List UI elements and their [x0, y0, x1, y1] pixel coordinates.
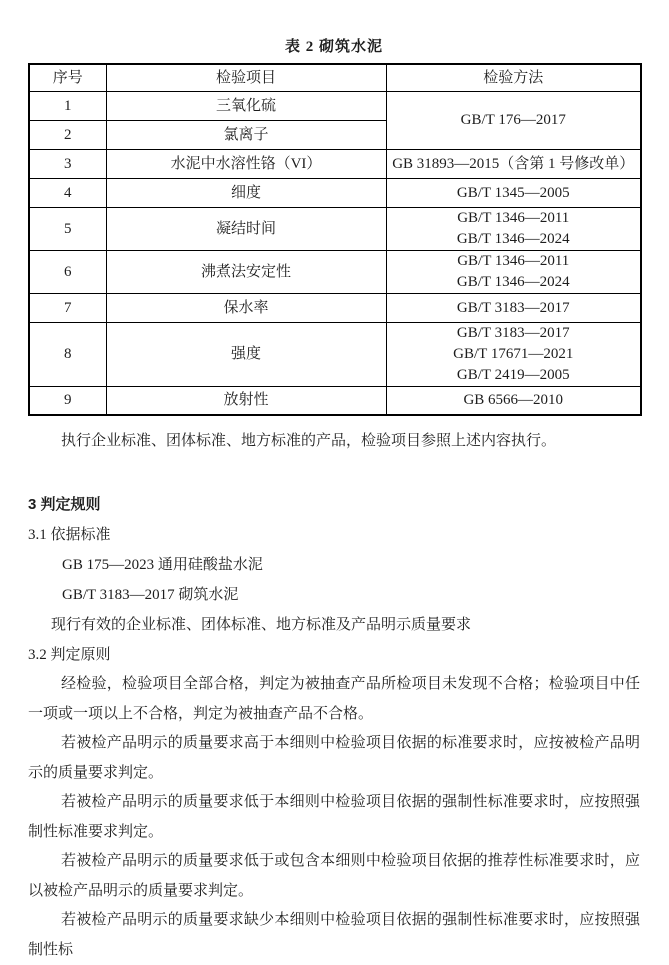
inspection-table [28, 63, 642, 416]
judgment-paragraph: 若被检产品明示的质量要求缺少本细则中检验项目依据的强制性标准要求时，应按照强制性标 [28, 912, 640, 958]
table-row [29, 207, 641, 250]
table-header-row [29, 64, 641, 91]
cell-no: 6 [29, 250, 106, 293]
method-line: GB/T 2419—2005 [456, 366, 570, 383]
judgment-paragraph: 若被检产品明示的质量要求低于或包含本细则中检验项目依据的推荐性标准要求时，应以被检产品明示的质量要求判定。 [28, 853, 640, 899]
cell-method: GB 6566—2010 [386, 386, 641, 415]
table-row [29, 91, 641, 120]
method-line: GB/T 1346—2011 [457, 252, 570, 269]
method-line: GB/T 17671—2021 [453, 345, 574, 362]
cell-no: 9 [29, 386, 106, 415]
cell-method: GB/T 3183—2017 [386, 293, 641, 322]
table-footnote: 执行企业标准、团体标准、地方标准的产品，检验项目参照上述内容执行。 [61, 433, 557, 449]
cell-no: 3 [29, 149, 106, 178]
table-row [29, 386, 641, 415]
col-header-no: 序号 [29, 64, 106, 91]
cell-no: 1 [29, 91, 106, 120]
cell-no: 4 [29, 178, 106, 207]
cell-method [386, 250, 641, 293]
cell-item: 沸煮法安定性 [106, 250, 386, 293]
table-row [29, 322, 641, 386]
cell-item: 水泥中水溶性铬（VI） [106, 149, 386, 178]
cell-method: GB/T 1345—2005 [386, 178, 641, 207]
table-row [29, 149, 641, 178]
table-caption: 表 2 砌筑水泥 [284, 39, 383, 55]
cell-no: 8 [29, 322, 106, 386]
standard-reference-note: 现行有效的企业标准、团体标准、地方标准及产品明示质量要求 [51, 617, 472, 633]
standard-reference: GB 175—2023 通用硅酸盐水泥 [62, 557, 263, 573]
method-line: GB/T 1346—2024 [456, 273, 570, 290]
method-line: GB/T 3183—2017 [456, 324, 570, 341]
judgment-paragraph: 若被检产品明示的质量要求低于本细则中检验项目依据的强制性标准要求时，应按照强制性标准要求判定。 [28, 794, 640, 840]
table-row [29, 293, 641, 322]
cell-item: 保水率 [106, 293, 386, 322]
cell-no: 2 [29, 120, 106, 149]
judgment-paragraph: 经检验，检验项目全部合格，判定为被抽查产品所检项目未发现不合格；检验项目中任一项或一项以上不合格，判定为被抽查产品不合格。 [28, 676, 640, 722]
section-3-1-heading: 3.1 依据标准 [28, 527, 111, 543]
cell-method: GB/T 176—2017 [386, 91, 641, 149]
table-row [29, 250, 641, 293]
cell-method [386, 322, 641, 386]
method-line: GB/T 1346—2011 [457, 209, 570, 226]
section-3-heading: 3 判定规则 [28, 496, 101, 513]
judgment-paragraph: 若被检产品明示的质量要求高于本细则中检验项目依据的标准要求时，应按被检产品明示的质量要求判定。 [28, 735, 640, 781]
col-header-item: 检验项目 [106, 64, 386, 91]
cell-method: GB 31893—2015（含第 1 号修改单） [386, 149, 641, 178]
table-row [29, 178, 641, 207]
cell-item: 氯离子 [106, 120, 386, 149]
cell-no: 5 [29, 207, 106, 250]
cell-item: 细度 [106, 178, 386, 207]
standard-reference: GB/T 3183—2017 砌筑水泥 [62, 587, 239, 603]
cell-method [386, 207, 641, 250]
cell-item: 凝结时间 [106, 207, 386, 250]
cell-no: 7 [29, 293, 106, 322]
method-line: GB/T 1346—2024 [456, 230, 570, 247]
col-header-method: 检验方法 [386, 64, 641, 91]
cell-item: 强度 [106, 322, 386, 386]
cell-item: 三氧化硫 [106, 91, 386, 120]
section-3-2-heading: 3.2 判定原则 [28, 647, 111, 663]
cell-item: 放射性 [106, 386, 386, 415]
